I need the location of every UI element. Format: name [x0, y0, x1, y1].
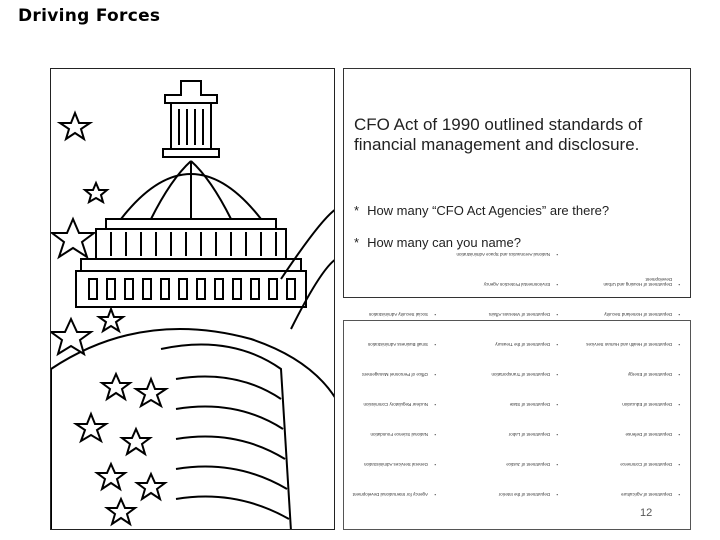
page-number: 12: [640, 507, 653, 519]
agency-item: • Department of Housing and Urban Development: [603, 277, 680, 287]
agency-item: • National Science Foundation: [370, 432, 436, 437]
agency-item: • Department of Labor: [508, 432, 558, 437]
agency-item: • Social Security Administration: [368, 312, 436, 317]
agency-item: • General Services Administration: [363, 462, 436, 467]
agency-item: • Department of Defense: [625, 432, 680, 437]
agency-item: • Department of Health and Human Services: [586, 342, 680, 347]
agency-item: • Department of Energy: [627, 372, 680, 377]
question-text: How many can you name?: [367, 235, 521, 250]
agency-list-box: [343, 252, 691, 530]
agency-item: • Department of Veterans Affairs: [488, 312, 558, 317]
agency-item: • Department of Education: [622, 402, 680, 407]
agency-column-2: [455, 227, 558, 497]
agency-item: • Department of Homeland Security: [604, 312, 680, 317]
cfo-act-heading: CFO Act of 1990 outlined standards of financial management and disclosure.: [354, 115, 643, 154]
agency-item: • Department of the Treasury: [495, 342, 558, 347]
upside-down-agency-list: [344, 252, 690, 529]
agency-item: • Department of State: [509, 402, 558, 407]
capitol-dome-illustration: [50, 68, 335, 530]
bullet-mark: *: [354, 203, 360, 218]
agency-item: • Agency for International Development: [352, 492, 436, 497]
agency-item: • Department of Commerce: [620, 462, 680, 467]
agency-column-3: [333, 287, 436, 497]
agency-item: • Department of the Interior: [498, 492, 558, 497]
agency-column-1: [577, 257, 680, 497]
agency-item: • National Aeronautics and Space Administration: [456, 252, 558, 257]
slide-title: Driving Forces: [18, 6, 161, 26]
agency-item: • Department of Agriculture: [620, 492, 680, 497]
bullet-mark: *: [354, 235, 360, 250]
question-agency-count: [354, 203, 609, 218]
agency-item: • Nuclear Regulatory Commission: [363, 402, 436, 407]
agency-item: • Department of Transportation: [491, 372, 558, 377]
agency-item: • Office of Personnel Management: [362, 372, 436, 377]
agency-item: • Small Business Administration: [367, 342, 436, 347]
agency-item: • Environmental Protection Agency: [483, 282, 558, 287]
agency-item: • Department of Justice: [506, 462, 558, 467]
question-text: How many “CFO Act Agencies” are there?: [367, 203, 610, 218]
